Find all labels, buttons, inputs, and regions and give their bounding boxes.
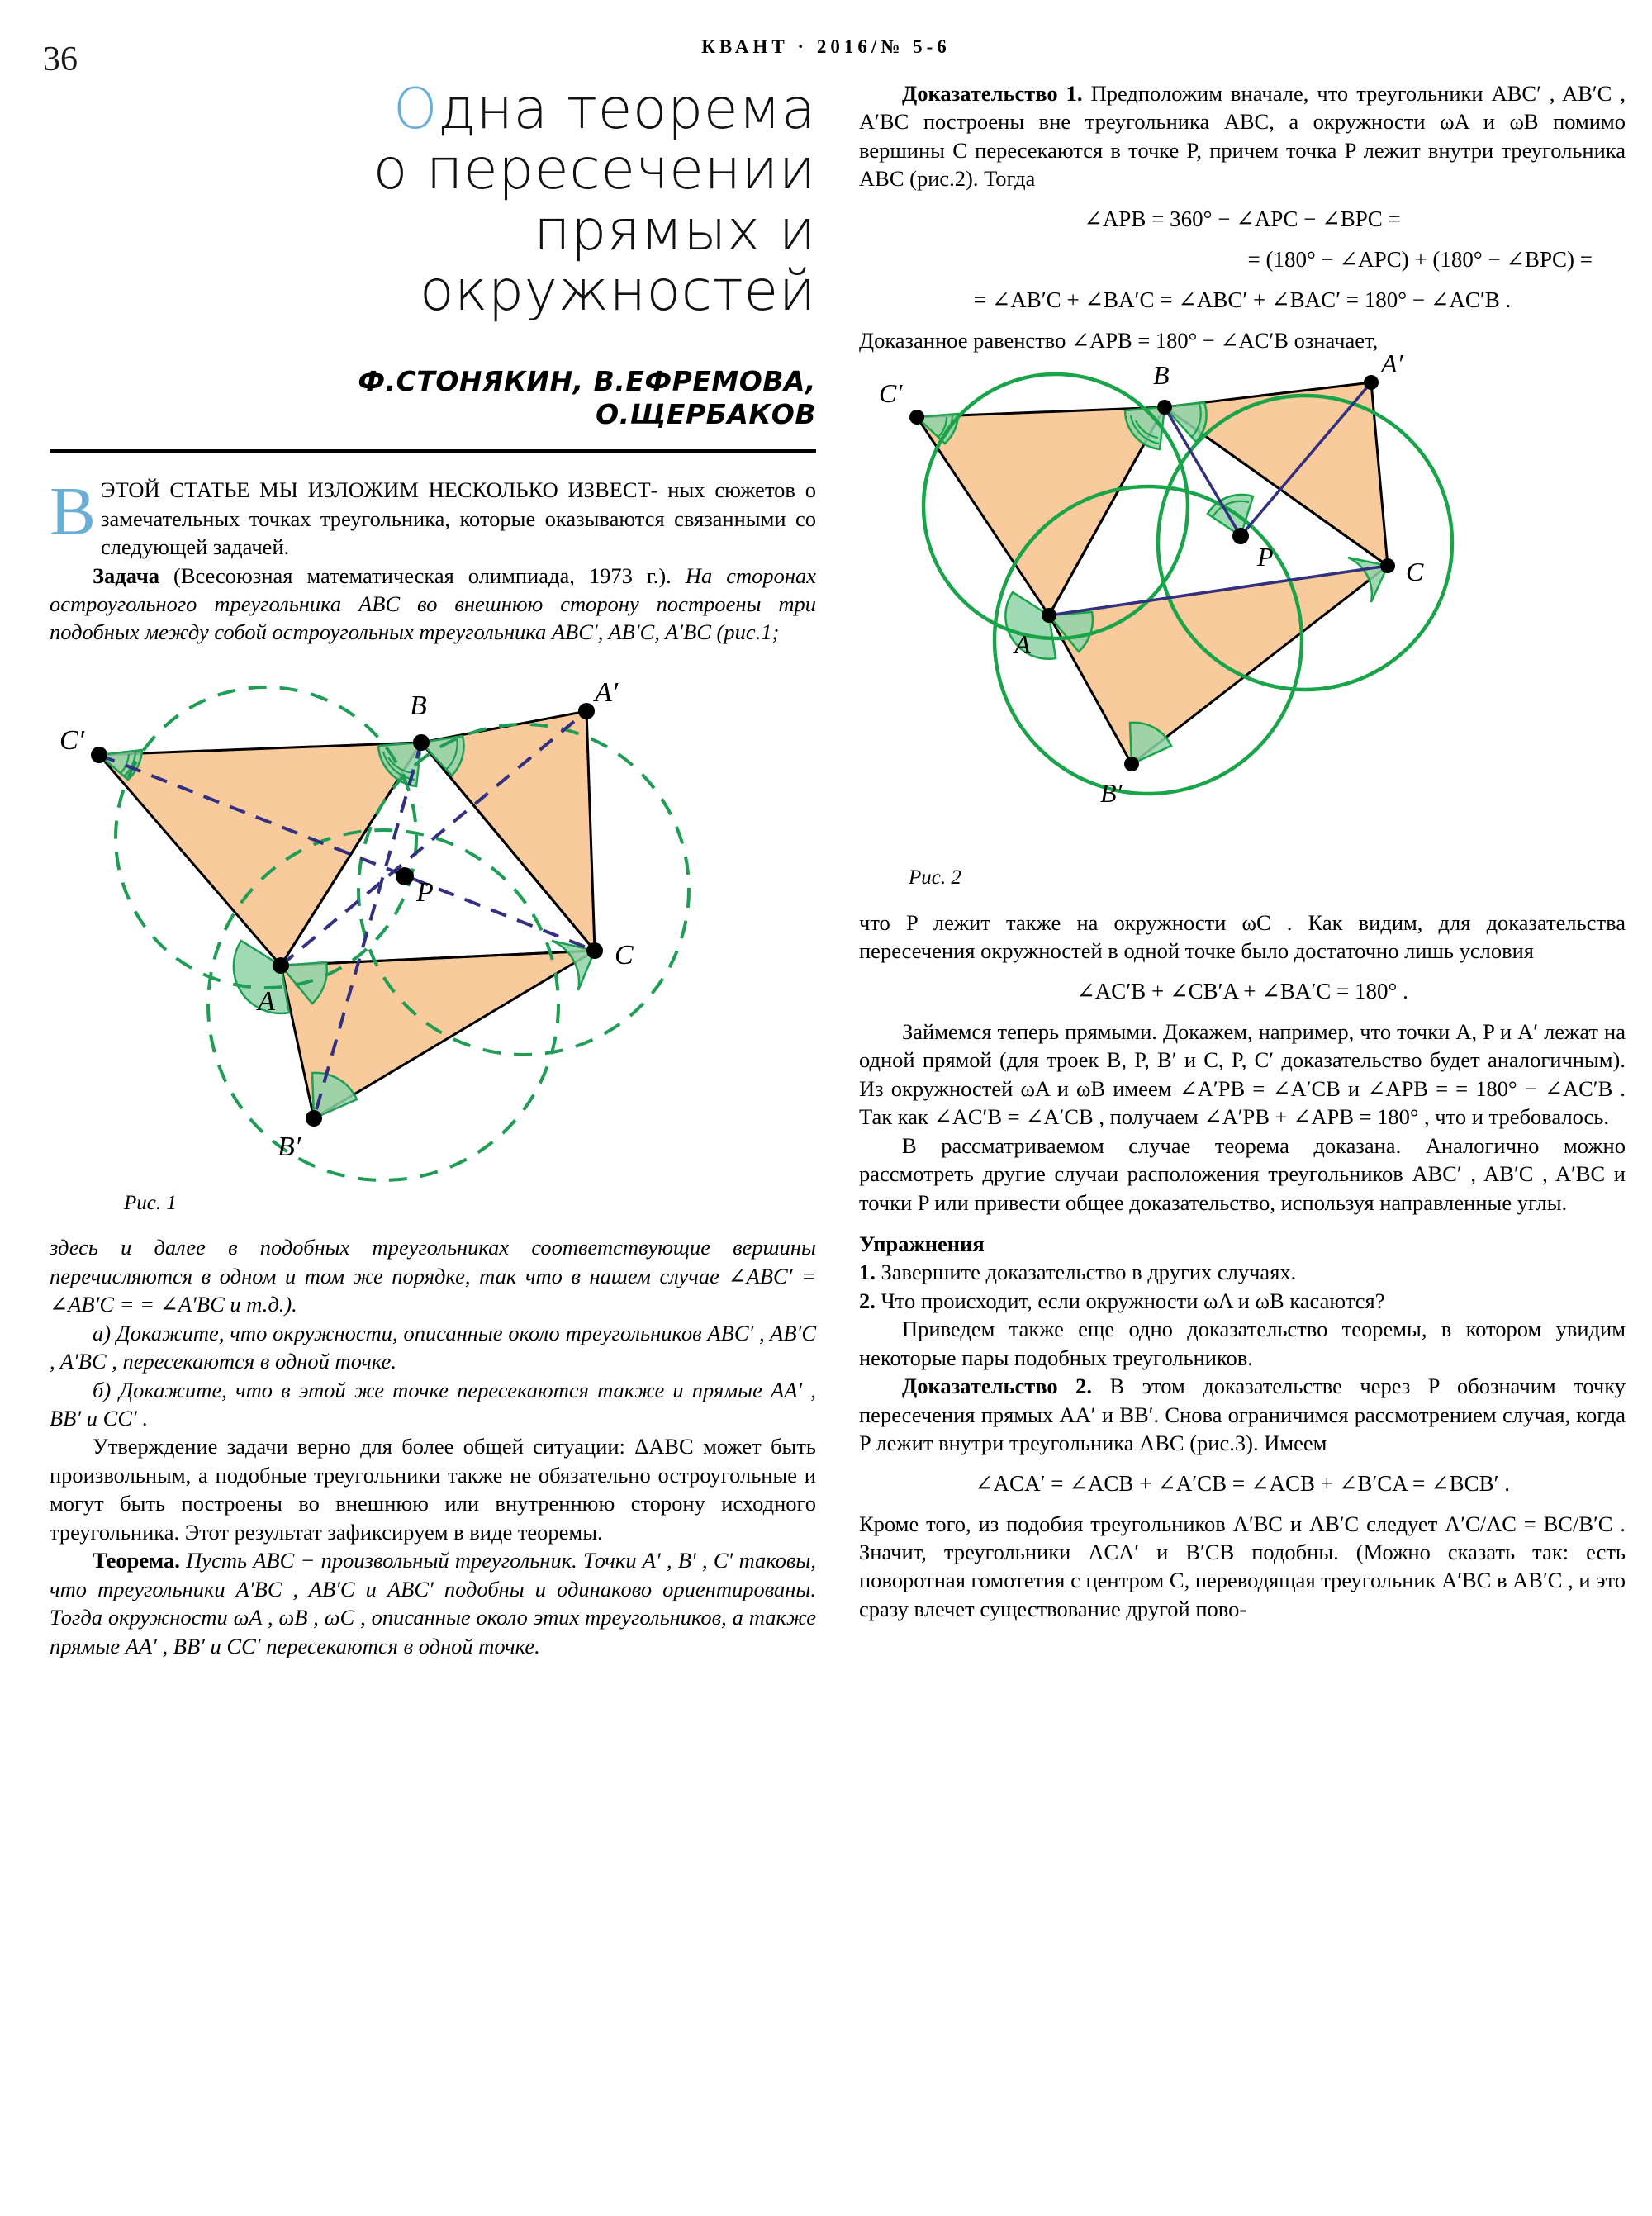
label-Cprime: C′ [879,378,903,409]
exercise-1 [859,1258,1626,1286]
byline [50,365,816,432]
paragraph-lines: Займемся теперь прямыми. Докажем, например, что точки A, P и A′ лежат на одной прямой (для троек B, P, B′ и C, P, C′ доказательство будет аналогичным). Из окружностей ωA и ωB имеем ∠A′PB = ∠A′CB и ∠APB = = 180° − ∠AC′B . Так как ∠AC′B = ∠A′CB , получаем ∠A′PB + ∠APB = 180° , что и требовалось. [859,1018,1626,1130]
theorem-text: Пусть ABC − произвольный треугольник. Точки A′ , B′ , C′ таковы, что треугольники A′BC , AB′C и ABC′ подобны и одинаково ориентированы. Тогда окружности ωA , ωB , ωC , описанные около этих треугольников, а также прямые AA′ , BB′ и CC′ пересекаются в одной точке. [50,1548,816,1658]
proof2-text: В этом доказательстве через P обозначим точку пересечения прямых AA′ и BB′. Снова ограничимся рассмотрением случая, когда P лежит внутри треугольника ABC (рис.3). Имеем [859,1374,1626,1456]
right-column [859,79,1626,1623]
paragraph-final: Кроме того, из подобия треугольников A′BC и AB′C следует A′C/AC = BC/B′C . Значит, треугольники ACA′ и B′CB подобны. (Можно сказать так: есть поворотная гомотетия с центром C, переводящая треугольник A′BC в AB′C , и это сразу влечет существование другой пово- [859,1511,1626,1621]
figure-2-svg [859,349,1602,863]
header-divider [50,449,816,453]
triangle-AprimeBC [1049,566,1388,764]
exercise-1-number: 1. [859,1260,876,1285]
triangle-ABCprime [917,407,1165,615]
task-item-a: а) Докажите, что окружности, описанные около треугольников ABC′ , AB′C , A′BC , пересекаются в одной точке. [50,1320,816,1374]
label-C: C [1406,557,1424,587]
left-column [50,79,816,1660]
label-P: P [1257,542,1274,572]
proof1-paragraph [859,79,1626,193]
running-head: КВАНТ · 2016/№ 5-6 [701,36,951,57]
label-B: B [410,690,427,721]
theorem-paragraph [50,1546,816,1660]
figure-2-caption: Рис. 2 [909,866,961,890]
equation-3: ∠ACA′ = ∠ACB + ∠A′CB = ∠ACB + ∠B′CA = ∠BCB′ . [974,1470,1511,1496]
label-Bprime: B′ [278,1131,301,1162]
title-line-2: о пересечении [373,137,816,203]
paragraph-after-figure-2: что P лежит также на окружности ωC . Как видим, для доказательства пересечения окружностей в одной точке было достаточно лишь условия [859,909,1626,964]
equation-2: ∠AC′B + ∠CB′A + ∠BA′C = 180° . [1076,978,1408,1004]
task-text: На сторонах остроугольного треугольника ABC во внешнюю сторону построены три подобных между собой остроугольных треугольника ABC′, AB′C, A′BC (рис.1; [50,562,816,645]
after-figure-text: здесь и далее в подобных треугольниках соответствующие вершины перечисляются в одном и том же порядке, так что в нашем случае ∠ABC′ = ∠AB′C = = ∠A′BC и т.д.). [50,1235,816,1317]
intro-dropcap: В [50,473,97,551]
title-line-1: дна теорема [437,77,816,142]
figure-1-caption: Рис. 1 [124,1191,177,1214]
intro-line-2: ных сюжетов о замечательных точках треугольника, [101,477,816,531]
equation-1-line-2: = (180° − ∠APC) + (180° − ∠BPC) = [1247,246,1593,272]
after-equation-1: Доказанное равенство ∠APB = 180° − ∠AC′B означает, [859,328,1379,354]
page-title [50,77,816,325]
label-A: A [1014,629,1031,660]
figure-1 [50,660,816,1217]
label-Bprime: B′ [1100,778,1123,809]
task-paragraph [50,562,816,647]
exercise-2-text: Что происходит, если окружности ωA и ωB касаются? [881,1288,1385,1313]
byline-line-2: О.ЩЕРБАКОВ [596,398,816,430]
exercise-2-number: 2. [859,1288,876,1313]
exercise-1-text: Завершите доказательство в других случаях. [881,1260,1297,1285]
task-label: Задача [93,562,160,588]
title-dropcap: О [392,77,438,142]
intro-paragraph [50,473,816,561]
triangle-ABCprime [99,743,421,966]
page-number: 36 [43,40,78,78]
equation-1-line-1: ∠APB = 360° − ∠APC − ∠BPC = [1084,206,1401,231]
label-Aprime: A′ [595,676,619,708]
exercise-2 [859,1287,1626,1315]
label-Aprime: A′ [1381,349,1403,379]
paragraph-case: В рассматриваемом случае теорема доказана. Аналогично можно рассмотреть другие случаи расположения треугольников ABC′ , AB′C , A′BC и точки P или привести общее доказательство, используя направленные углы. [859,1132,1626,1215]
label-B: B [1153,360,1170,391]
figure-1-svg [50,660,793,1189]
title-line-3: прямых и [534,197,816,263]
task-source: (Всесоюзная математическая олимпиада, 1973 г.). [173,562,672,588]
label-P: P [416,876,434,908]
proof2-paragraph [859,1372,1626,1457]
label-C: C [615,939,634,970]
general-paragraph: Утверждение задачи верно для более общей ситуации: ΔABC может быть произвольным, а подобные треугольники также не обязательно остроугольные и могут быть построены во внешнюю или внутреннюю сторону исходного треугольника. Этот результат зафиксируем в виде теоремы. [50,1434,816,1545]
figure-2 [859,349,1626,892]
intro-line-3: которые оказываются связанными со следующей задачей. [101,505,816,560]
paragraph-another-proof: Приведем также еще одно доказательство теоремы, в котором увидим некоторые пары подобных треугольников. [859,1317,1626,1370]
task-item-b: б) Докажите, что в этой же точке пересекаются также и прямые AA′ , BB′ и CC′ . [50,1377,816,1431]
byline-line-1: Ф.СТОНЯКИН, В.ЕФРЕМОВА, [358,364,816,397]
theorem-label: Теорема. [93,1548,180,1573]
proof2-label: Доказательство 2. [902,1374,1092,1399]
proof1-text: Предположим вначале, что треугольники ABC′ , AB′C , A′BC построены вне треугольника ABC, а окружности ωA и ωB помимо вершины C пересекаются в точке P, причем точка P лежит внутри треугольника ABC (рис.2). Тогда [859,81,1626,192]
equation-1-line-3: = ∠AB′C + ∠BA′C = ∠ABC′ + ∠BAC′ = 180° − ∠AC′B . [973,287,1512,312]
label-Cprime: C′ [59,724,85,756]
label-A: A [258,985,275,1017]
proof1-label: Доказательство 1. [902,81,1083,106]
title-line-4: окружностей [419,259,816,325]
intro-smallcaps: ЭТОЙ СТАТЬЕ МЫ ИЗЛОЖИМ НЕСКОЛЬКО ИЗВЕСТ- [101,477,658,503]
exercises-heading: Упражнения [859,1231,985,1256]
